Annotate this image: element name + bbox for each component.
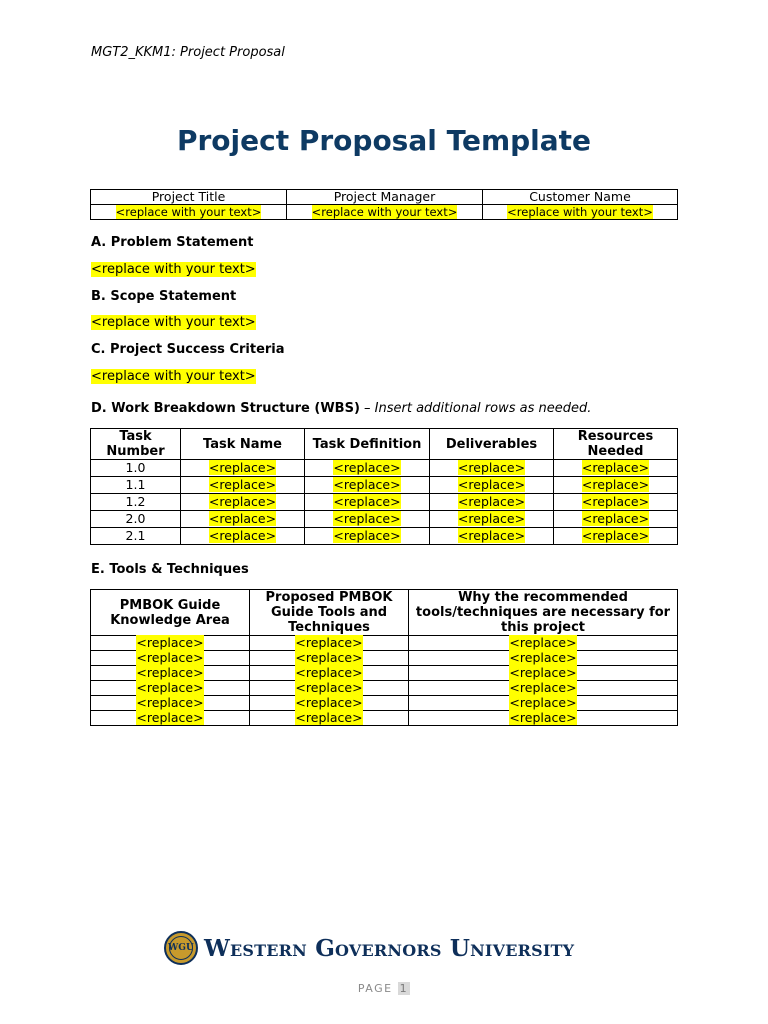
resources-cell[interactable] xyxy=(554,511,678,528)
section-d-heading xyxy=(91,401,591,416)
task-number: 1.0 xyxy=(91,460,181,477)
section-d-note: – Insert additional rows as needed. xyxy=(359,401,592,416)
header-proposed-tools: Proposed PMBOK Guide Tools and Techniques xyxy=(250,590,409,636)
placeholder-text[interactable]: <replace with your text> xyxy=(91,315,256,330)
placeholder-text[interactable]: <replace> xyxy=(136,695,204,710)
document-header: MGT2_KKM1: Project Proposal xyxy=(91,45,285,60)
header-task-number: Task Number xyxy=(91,429,181,460)
placeholder-text[interactable]: <replace> xyxy=(581,460,650,475)
deliverables-cell[interactable] xyxy=(430,511,554,528)
placeholder-text[interactable]: <replace> xyxy=(581,511,650,526)
table-row xyxy=(91,636,678,651)
placeholder-text[interactable]: <replace> xyxy=(208,460,277,475)
page-label: PAGE xyxy=(357,982,393,995)
placeholder-text[interactable]: <replace> xyxy=(333,477,401,492)
header-task-name: Task Name xyxy=(181,429,305,460)
placeholder-text[interactable]: <replace> xyxy=(509,635,577,650)
placeholder-text[interactable]: <replace with your text> xyxy=(311,205,458,219)
task-definition-cell[interactable] xyxy=(305,477,430,494)
table-header-row xyxy=(91,429,678,460)
knowledge-area-cell[interactable] xyxy=(91,651,250,666)
placeholder-text[interactable]: <replace> xyxy=(136,665,204,680)
knowledge-area-cell[interactable] xyxy=(91,666,250,681)
table-row xyxy=(91,651,678,666)
resources-cell[interactable] xyxy=(554,528,678,545)
section-a-text[interactable] xyxy=(91,262,256,277)
section-a-heading: A. Problem Statement xyxy=(91,235,254,250)
placeholder-text[interactable]: <replace> xyxy=(136,635,204,650)
placeholder-text[interactable]: <replace> xyxy=(295,650,363,665)
wbs-table xyxy=(90,428,678,545)
section-b-text[interactable] xyxy=(91,315,256,330)
placeholder-text[interactable]: <replace> xyxy=(295,680,363,695)
placeholder-text[interactable]: <replace with your text> xyxy=(115,205,262,219)
deliverables-cell[interactable] xyxy=(430,528,554,545)
task-number: 1.1 xyxy=(91,477,181,494)
wgu-seal-text: WGU xyxy=(169,936,193,960)
table-row xyxy=(91,460,678,477)
knowledge-area-cell[interactable] xyxy=(91,681,250,696)
placeholder-text[interactable]: <replace> xyxy=(581,528,650,543)
deliverables-cell[interactable] xyxy=(430,460,554,477)
table-row xyxy=(91,696,678,711)
header-task-definition: Task Definition xyxy=(305,429,430,460)
task-name-cell[interactable] xyxy=(181,528,305,545)
university-name: Western Governors University xyxy=(204,934,575,962)
page-number xyxy=(0,982,768,995)
why-recommended-cell[interactable] xyxy=(409,636,678,651)
table-row xyxy=(91,711,678,726)
header-customer-name: Customer Name xyxy=(483,190,678,205)
resources-cell[interactable] xyxy=(554,494,678,511)
task-name-cell[interactable] xyxy=(181,511,305,528)
table-header-row xyxy=(91,590,678,636)
placeholder-text[interactable]: <replace> xyxy=(457,477,526,492)
placeholder-text[interactable]: <replace> xyxy=(295,665,363,680)
section-c-text[interactable] xyxy=(91,369,256,384)
placeholder-text[interactable]: <replace> xyxy=(136,680,204,695)
task-definition-cell[interactable] xyxy=(305,494,430,511)
knowledge-area-cell[interactable] xyxy=(91,696,250,711)
table-row xyxy=(91,511,678,528)
placeholder-text[interactable]: <replace> xyxy=(333,494,401,509)
project-title-cell[interactable] xyxy=(91,205,287,220)
task-number: 1.2 xyxy=(91,494,181,511)
proposed-tools-cell[interactable] xyxy=(250,666,409,681)
placeholder-text[interactable]: <replace with your text> xyxy=(91,262,256,277)
placeholder-text[interactable]: <replace> xyxy=(333,528,401,543)
placeholder-text[interactable]: <replace> xyxy=(457,460,526,475)
table-row xyxy=(91,666,678,681)
section-c-heading: C. Project Success Criteria xyxy=(91,342,285,357)
why-recommended-cell[interactable] xyxy=(409,651,678,666)
page-number-value: 1 xyxy=(399,982,409,995)
placeholder-text[interactable]: <replace> xyxy=(295,695,363,710)
header-resources-needed: Resources Needed xyxy=(554,429,678,460)
task-definition-cell[interactable] xyxy=(305,511,430,528)
placeholder-text[interactable]: <replace> xyxy=(333,511,401,526)
placeholder-text[interactable]: <replace> xyxy=(295,635,363,650)
header-project-manager: Project Manager xyxy=(287,190,483,205)
placeholder-text[interactable]: <replace> xyxy=(457,494,526,509)
placeholder-text[interactable]: <replace> xyxy=(295,710,363,725)
task-name-cell[interactable] xyxy=(181,477,305,494)
header-project-title: Project Title xyxy=(91,190,287,205)
placeholder-text[interactable]: <replace> xyxy=(208,477,277,492)
placeholder-text[interactable]: <replace> xyxy=(333,460,401,475)
why-recommended-cell[interactable] xyxy=(409,696,678,711)
page-title: Project Proposal Template xyxy=(176,124,592,157)
section-b-heading: B. Scope Statement xyxy=(91,289,237,304)
proposed-tools-cell[interactable] xyxy=(250,636,409,651)
placeholder-text[interactable]: <replace> xyxy=(208,494,277,509)
proposed-tools-cell[interactable] xyxy=(250,651,409,666)
placeholder-text[interactable]: <replace with your text> xyxy=(507,205,653,219)
table-row xyxy=(91,190,678,205)
task-definition-cell[interactable] xyxy=(305,460,430,477)
placeholder-text[interactable]: <replace> xyxy=(509,710,577,725)
table-row xyxy=(91,528,678,545)
task-number: 2.0 xyxy=(91,511,181,528)
project-manager-cell[interactable] xyxy=(287,205,483,220)
proposed-tools-cell[interactable] xyxy=(250,681,409,696)
resources-cell[interactable] xyxy=(554,460,678,477)
wgu-seal-icon xyxy=(164,931,198,965)
header-knowledge-area: PMBOK Guide Knowledge Area xyxy=(91,590,250,636)
section-e-heading: E. Tools & Techniques xyxy=(91,562,249,577)
wgu-logo xyxy=(164,931,574,965)
table-row xyxy=(91,681,678,696)
task-definition-cell[interactable] xyxy=(305,528,430,545)
proposed-tools-cell[interactable] xyxy=(250,711,409,726)
task-number: 2.1 xyxy=(91,528,181,545)
placeholder-text[interactable]: <replace> xyxy=(509,665,577,680)
why-recommended-cell[interactable] xyxy=(409,681,678,696)
section-d-title: D. Work Breakdown Structure (WBS) xyxy=(91,401,360,416)
placeholder-text[interactable]: <replace> xyxy=(136,710,204,725)
project-info-table xyxy=(90,189,678,220)
header-why-recommended: Why the recommended tools/techniques are necessary for this project xyxy=(409,590,678,636)
table-row xyxy=(91,494,678,511)
deliverables-cell[interactable] xyxy=(430,494,554,511)
table-row xyxy=(91,477,678,494)
placeholder-text[interactable]: <replace> xyxy=(208,528,277,543)
placeholder-text[interactable]: <replace> xyxy=(581,477,650,492)
placeholder-text[interactable]: <replace> xyxy=(136,650,204,665)
header-deliverables: Deliverables xyxy=(430,429,554,460)
why-recommended-cell[interactable] xyxy=(409,711,678,726)
resources-cell[interactable] xyxy=(554,477,678,494)
placeholder-text[interactable]: <replace> xyxy=(581,494,650,509)
why-recommended-cell[interactable] xyxy=(409,666,678,681)
placeholder-text[interactable]: <replace> xyxy=(509,695,577,710)
tools-techniques-table xyxy=(90,589,678,726)
table-row xyxy=(91,205,678,220)
deliverables-cell[interactable] xyxy=(430,477,554,494)
placeholder-text[interactable]: <replace> xyxy=(457,511,526,526)
knowledge-area-cell[interactable] xyxy=(91,711,250,726)
placeholder-text[interactable]: <replace with your text> xyxy=(91,369,256,384)
knowledge-area-cell[interactable] xyxy=(91,636,250,651)
task-name-cell[interactable] xyxy=(181,460,305,477)
placeholder-text[interactable]: <replace> xyxy=(509,650,577,665)
proposed-tools-cell[interactable] xyxy=(250,696,409,711)
placeholder-text[interactable]: <replace> xyxy=(208,511,277,526)
placeholder-text[interactable]: <replace> xyxy=(509,680,577,695)
placeholder-text[interactable]: <replace> xyxy=(457,528,526,543)
task-name-cell[interactable] xyxy=(181,494,305,511)
customer-name-cell[interactable] xyxy=(483,205,678,220)
